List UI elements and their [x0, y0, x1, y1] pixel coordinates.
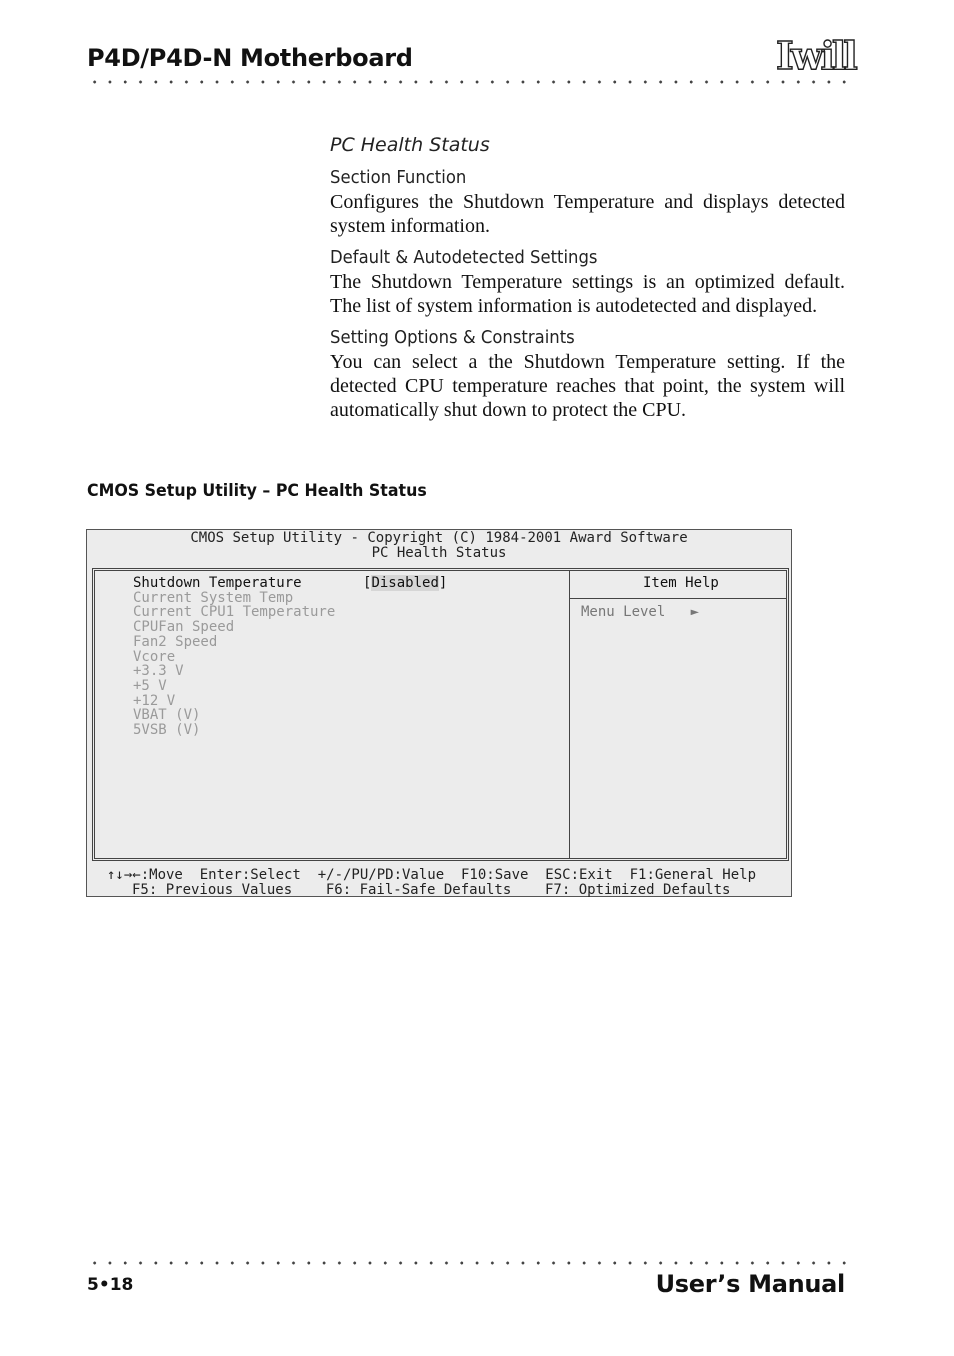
- bios-footer-line2: F5: Previous Values F6: Fail-Safe Defaults F7: Optimized Defaults: [132, 882, 731, 898]
- bios-help-separator: [569, 598, 786, 599]
- pc-health-section: [330, 133, 845, 431]
- block-heading: Setting Options & Constraints: [330, 328, 575, 348]
- block-heading: Section Function: [330, 168, 467, 188]
- bios-title-line1: CMOS Setup Utility - Copyright (C) 1984-2001 Award Software: [190, 530, 688, 546]
- footer-title: User’s Manual: [655, 1270, 845, 1298]
- bios-footer-line1: ↑↓→←:Move Enter:Select +/-/PU/PD:Value F10:Save ESC:Exit F1:General Help: [107, 867, 757, 883]
- menu-level-text: Menu Level ►: [581, 604, 700, 620]
- block-text: Configures the Shutdown Temperature and displays detected system information.: [330, 191, 845, 237]
- bios-screenshot: [86, 529, 792, 897]
- bios-item-vbat: VBAT (V): [133, 707, 201, 724]
- bios-item-cpufan-speed: CPUFan Speed: [133, 619, 235, 636]
- block-text: The Shutdown Temperature settings is an optimized default. The list of system information is autodetected and displayed.: [330, 271, 845, 317]
- shutdown-temperature-value[interactable]: [363, 576, 447, 591]
- value-bracket-open: [: [363, 575, 372, 591]
- section-title: PC Health Status: [330, 134, 490, 156]
- bios-item-5vsb: 5VSB (V): [133, 722, 201, 739]
- bios-item-12v: +12 V: [133, 692, 176, 709]
- bios-item-3v3: +3.3 V: [133, 663, 184, 680]
- header-title: P4D/P4D-N Motherboard: [87, 44, 413, 72]
- value-selected: Disabled: [371, 575, 439, 591]
- footer-divider: [87, 1261, 847, 1265]
- block-section-function: [330, 167, 845, 238]
- bios-item-shutdown-temperature[interactable]: Shutdown Temperature: [133, 575, 302, 591]
- bios-panel-divider: [569, 571, 570, 858]
- bios-item-vcore: Vcore: [133, 648, 176, 665]
- bios-item-current-cpu1-temperature: Current CPU1 Temperature: [133, 604, 336, 621]
- bios-title-line2: PC Health Status: [371, 545, 507, 561]
- bios-item-current-system-temp: Current System Temp: [133, 589, 294, 606]
- bios-main-frame: [92, 568, 789, 861]
- block-default-settings: [330, 247, 845, 318]
- figure-caption: CMOS Setup Utility – PC Health Status: [87, 481, 427, 501]
- block-setting-options: [330, 327, 845, 422]
- block-heading: Default & Autodetected Settings: [330, 248, 598, 268]
- header-divider: [87, 80, 847, 84]
- iwill-logo: [776, 33, 855, 78]
- bios-item-list: [133, 576, 335, 738]
- block-text: You can select a the Shutdown Temperature setting. If the detected CPU temperature reaches that point, the system will automatically shut down to protect the CPU.: [330, 351, 845, 421]
- page-number: 5•18: [87, 1275, 134, 1295]
- bios-item-5v: +5 V: [133, 677, 167, 694]
- value-bracket-close: ]: [438, 575, 448, 591]
- item-help-title: Item Help: [643, 575, 719, 591]
- logo-text: Iwill: [776, 33, 855, 78]
- bios-item-fan2-speed: Fan2 Speed: [133, 633, 218, 650]
